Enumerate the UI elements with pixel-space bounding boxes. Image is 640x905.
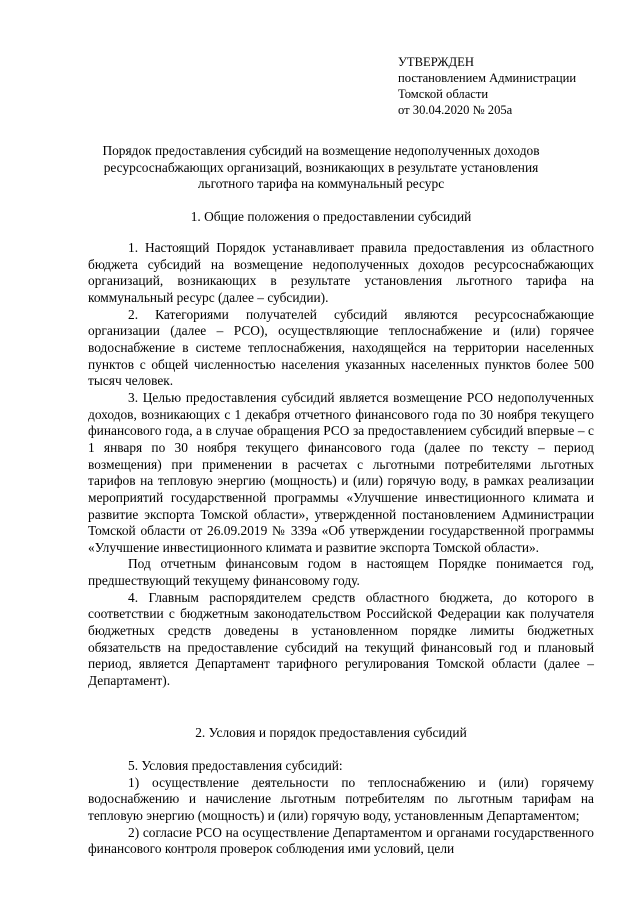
paragraph: 2. Категориями получателей субсидий являются ресурсоснабжающие организации (далее – РСО), осуществляющие теплоснабжение и (или) горячее водоснабжение в системе теплоснабжения, находящейся на территории населенных пунктов с общей численностью населения указанных населенных пунктов более 500 тысяч человек. — [88, 306, 594, 389]
approval-line-4: от 30.04.2020 № 205а — [398, 103, 513, 117]
section-2-heading: 2. Условия и порядок предоставления субсидий — [195, 725, 467, 740]
section-1-body — [88, 240, 594, 690]
section-2-body — [88, 758, 594, 858]
approval-line-1: УТВЕРЖДЕН — [398, 55, 474, 69]
document-title: Порядок предоставления субсидий на возмещение недополученных доходов ресурсоснабжающих организаций, возникающих в результате установления льготного тарифа на коммунальный ресурс — [102, 143, 540, 191]
paragraph: 1. Настоящий Порядок устанавливает правила предоставления из областного бюджета субсидий на возмещение недополученных доходов ресурсоснабжающих организаций, возникающих в результате установления льготного тарифа на коммунальный ресурс (далее – субсидии). — [88, 240, 594, 305]
paragraph: Под отчетным финансовым годом в настоящем Порядке понимается год, предшествующий текущему финансовому году. — [88, 556, 594, 589]
paragraph: 5. Условия предоставления субсидий: — [128, 758, 343, 773]
approval-line-2: постановлением Администрации — [398, 71, 577, 85]
section-1-heading: 1. Общие положения о предоставлении субсидий — [190, 209, 472, 224]
approval-stamp — [398, 54, 576, 118]
paragraph: 4. Главным распорядителем средств областного бюджета, до которого в соответствии с бюджетным законодательством Российской Федерации как получателя бюджетных средств доведены в установленном порядке лимиты бюджетных обязательств на предоставление субсидий на текущий финансовый год и плановый период, является Департамент тарифного регулирования Томской области (далее – Департамент). — [88, 589, 594, 689]
paragraph: 3. Целью предоставления субсидий является возмещение РСО недополученных доходов, возникающих с 1 декабря отчетного финансового года по 30 ноября текущего финансового года, а в случае обращения РСО за предоставлением субсидий впервые – с 1 января по 30 ноября текущего финансового года (далее по тексту – период возмещения) при применении в расчетах с льготными потребителями льготных тарифов на тепловую энергию (мощность) и (или) горячую воду, в рамках реализации мероприятий государственной программы «Улучшение инвестиционного климата и развитие экспорта Томской области», утвержденной постановлением Администрации Томской области от 26.09.2019 № 339а «Об утверждении государственной программы «Улучшение инвестиционного климата и развитие экспорта Томской области». — [88, 389, 594, 555]
paragraph: 2) согласие РСО на осуществление Департаментом и органами государственного финансового контроля проверок соблюдения ими условий, цели — [88, 824, 594, 857]
paragraph: 1) осуществление деятельности по теплоснабжению и (или) горячему водоснабжению и начисление льготным потребителям по льготным тарифам на тепловую энергию (мощность) и (или) горячую воду, установленным Департаментом; — [88, 774, 594, 823]
approval-line-3: Томской области — [398, 87, 489, 101]
